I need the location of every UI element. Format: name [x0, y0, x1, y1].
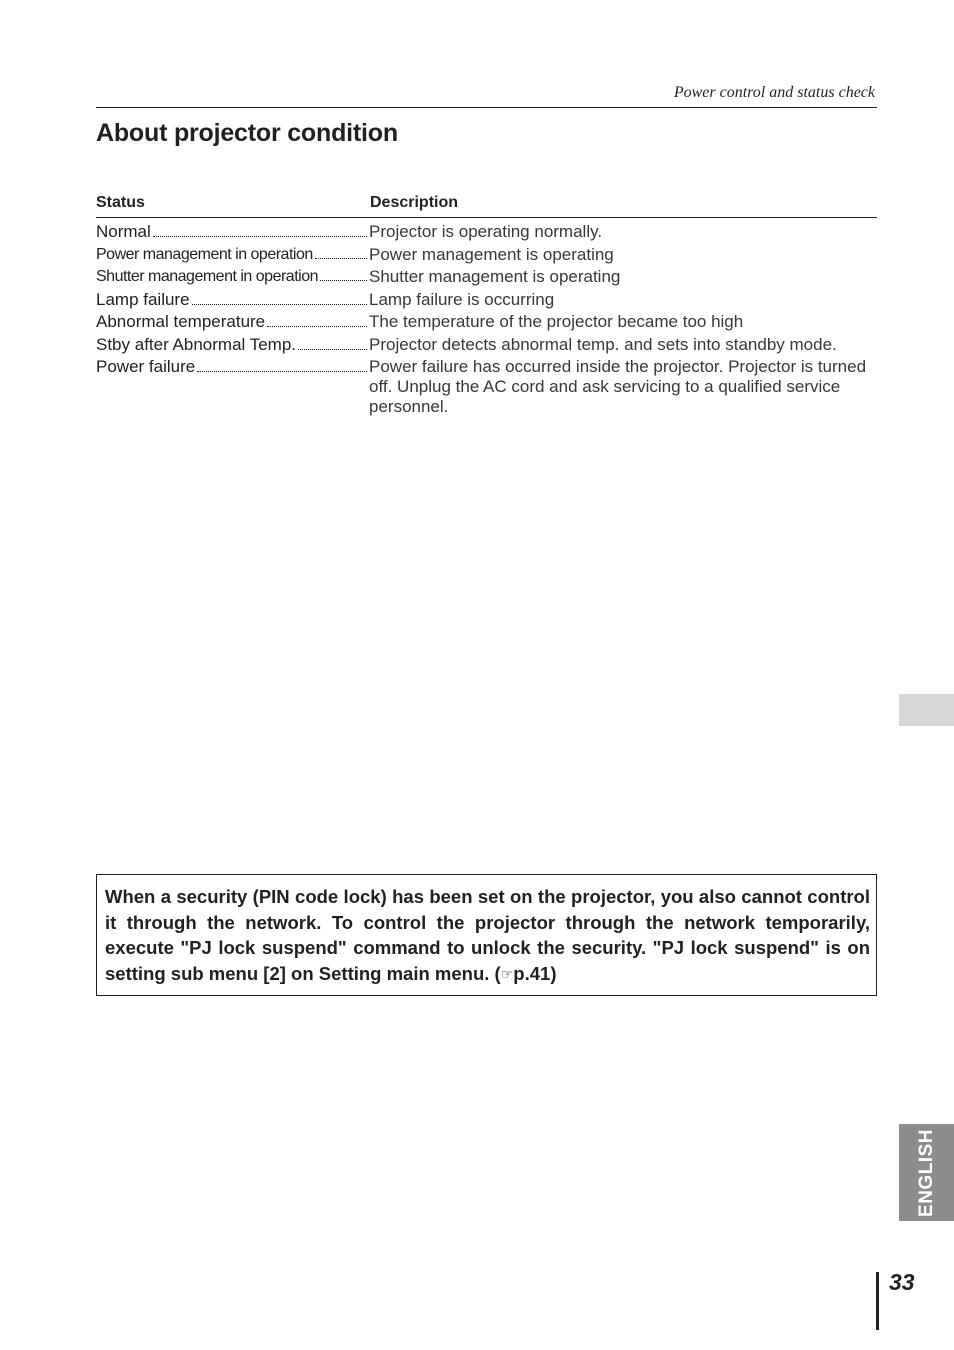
column-header-status: Status	[96, 194, 145, 211]
status-cell	[96, 244, 369, 267]
notice-body: When a security (PIN code lock) has been set on the projector, you also cannot control it through the network. To control the projector through the network temporarily, execute "PJ lock suspend" command to unlock the security. "PJ lock suspend" is on setting sub menu [2] on Setting main menu. (	[105, 886, 870, 984]
table-header-rule	[96, 217, 877, 218]
description-cell: Projector detects abnormal temp. and sets into standby mode.	[369, 334, 837, 354]
description-cell: Lamp failure is occurring	[369, 289, 555, 309]
page-title: About projector condition	[96, 119, 398, 147]
status-label: Shutter management in operation	[96, 268, 318, 285]
status-table	[96, 221, 877, 417]
status-label: Lamp failure	[96, 289, 190, 309]
table-row	[96, 266, 877, 289]
section-tab-marker	[899, 694, 954, 726]
status-label: Stby after Abnormal Temp.	[96, 334, 297, 354]
dot-leader	[153, 236, 367, 237]
status-label: Abnormal temperature	[96, 312, 266, 331]
header-rule	[96, 107, 877, 108]
status-cell	[96, 334, 369, 357]
status-cell	[96, 221, 369, 244]
security-notice-text	[105, 884, 870, 987]
language-tab	[899, 1124, 954, 1221]
running-header: Power control and status check	[673, 84, 875, 101]
description-cell: Shutter management is operating	[369, 267, 621, 286]
table-row	[96, 356, 877, 417]
dot-leader	[298, 349, 367, 350]
dot-leader	[267, 326, 367, 327]
status-cell	[96, 311, 369, 334]
table-row	[96, 289, 877, 312]
description-cell: Power management is operating	[369, 244, 614, 264]
dot-leader	[315, 258, 367, 259]
status-cell	[96, 356, 369, 379]
status-label: Power management in operation	[96, 245, 313, 263]
language-tab-label: ENGLISH	[915, 1128, 937, 1217]
status-cell	[96, 266, 369, 289]
page-reference-link[interactable]: p.41	[513, 962, 551, 984]
table-row	[96, 311, 877, 334]
status-cell	[96, 289, 369, 312]
table-row	[96, 244, 877, 267]
dot-leader	[197, 371, 367, 372]
page-number-bar	[876, 1272, 879, 1330]
status-label: Normal	[96, 222, 151, 241]
dot-leader	[192, 304, 367, 305]
status-label: Power failure	[96, 357, 196, 376]
dot-leader	[320, 280, 367, 281]
table-row	[96, 221, 877, 244]
column-header-description: Description	[370, 194, 459, 211]
security-notice-box	[96, 874, 877, 996]
pointing-hand-icon: ☞	[500, 965, 514, 982]
description-cell: Projector is operating normally.	[369, 222, 603, 241]
description-cell: Power failure has occurred inside the projector. Projector is turned off. Unplug the AC cord and ask servicing to a qualified service personnel.	[369, 357, 867, 416]
notice-closing: )	[550, 962, 557, 984]
description-cell: The temperature of the projector became too high	[369, 312, 744, 331]
table-row	[96, 334, 877, 357]
page-number: 33	[889, 1269, 915, 1295]
